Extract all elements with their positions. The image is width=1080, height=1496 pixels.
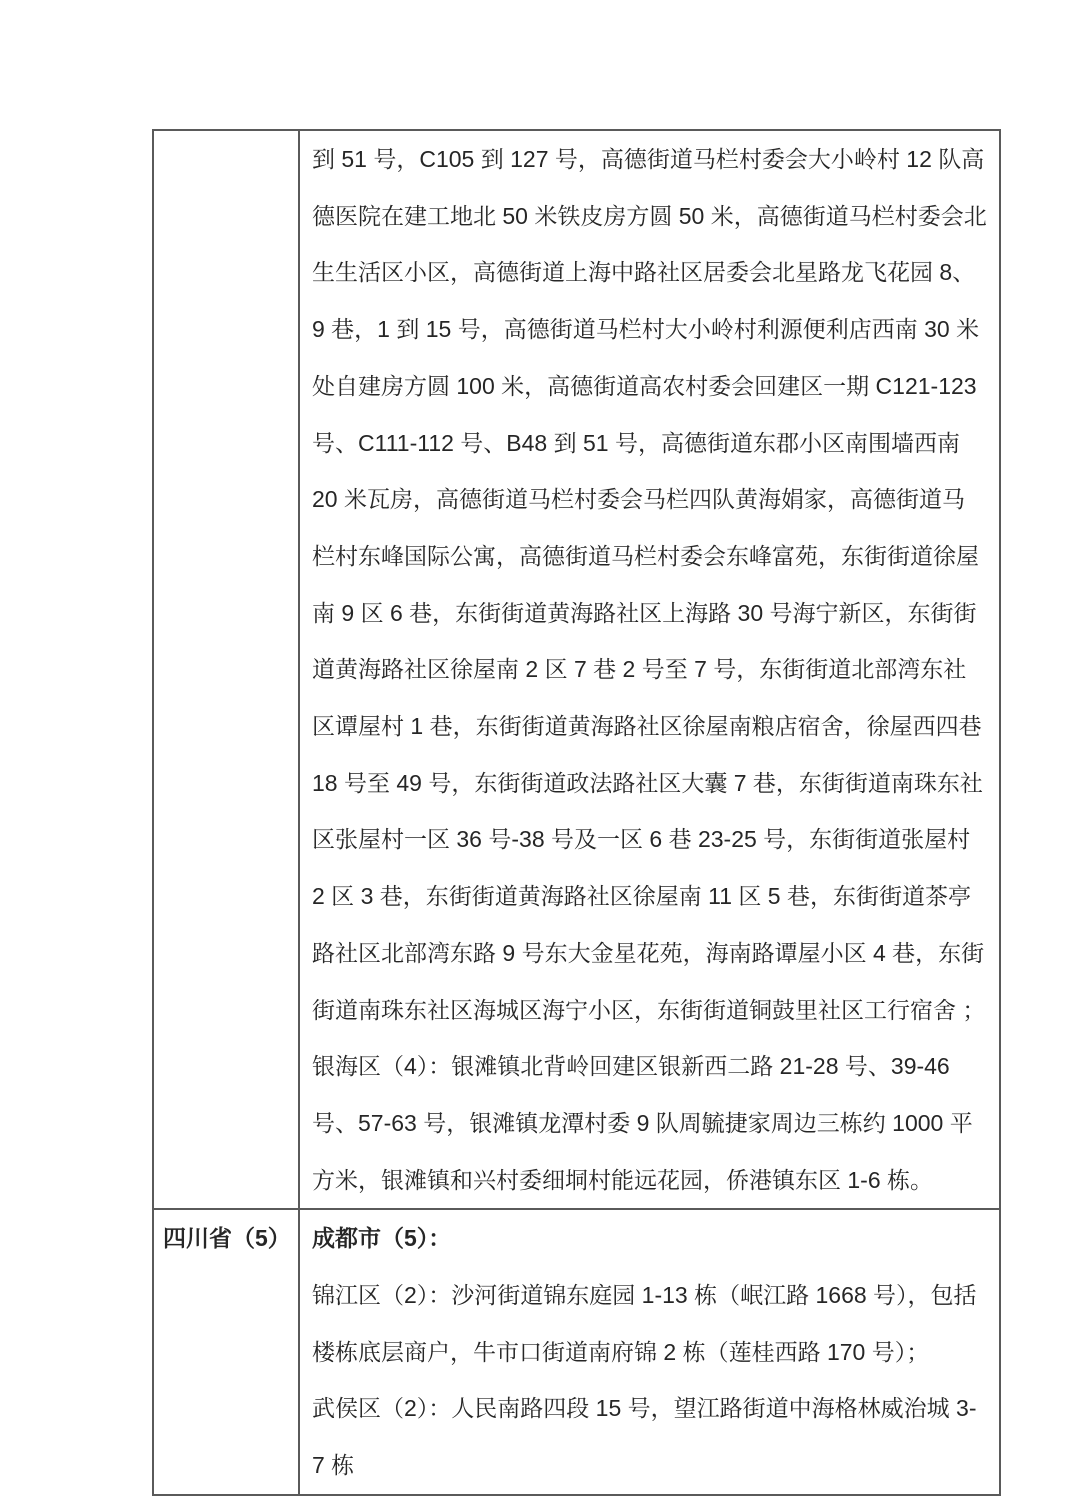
risk-area-table	[152, 129, 1001, 1496]
details-cell	[300, 1210, 999, 1494]
details-cell	[300, 131, 999, 1208]
table-row	[154, 131, 999, 1208]
table-row	[154, 1208, 999, 1494]
province-cell: 四川省（5）	[154, 1210, 300, 1494]
address-paragraph: 锦江区（2）：沙河街道锦东庭园 1-13 栋（岷江路 1668 号），包括楼栋底层商户，牛市口街道南府锦 2 栋（莲桂西路 170 号）；	[312, 1282, 977, 1365]
address-paragraph: 到 51 号，C105 到 127 号，高德街道马栏村委会大小岭村 12 队高德医院在建工地北 50 米铁皮房方圆 50 米，高德街道马栏村委会北生生活区小区，高德街道上海中路社区居委会北星路龙飞花园 8、9 巷，1 到 15 号，高德街道马栏村大小岭村利源便利店西南 30 米处自建房方圆 100 米，高德街道高农村委会回建区一期 C121-123 号、C111-112 号、B48 到 51 号，高德街道东郡小区南围墙西南 20 米瓦房，高德街道马栏村委会马栏四队黄海娟家，高德街道马栏村东峰国际公寓，高德街道马栏村委会东峰富苑，东街街道徐屋南 9 区 6 巷，东街街道黄海路社区上海路 30 号海宁新区，东街街道黄海路社区徐屋南 2 区 7 巷 2 号至 7 号，东街街道北部湾东社区谭屋村 1 巷，东街街道黄海路社区徐屋南粮店宿舍，徐屋西四巷 18 号至 49 号，东街街道政法路社区大囊 7 巷，东街街道南珠东社区张屋村一区 36 号-38 号及一区 6 巷 23-25 号，东街街道张屋村 2 区 3 巷，东街街道黄海路社区徐屋南 11 区 5 巷，东街街道茶亭路社区北部湾东路 9 号东大金星花苑，海南路谭屋小区 4 巷，东街街道南珠东社区海城区海宁小区，东街街道铜鼓里社区工行宿舍 ；	[312, 146, 987, 1023]
province-cell	[154, 131, 300, 1208]
city-heading: 成都市（5）：	[312, 1225, 452, 1252]
address-paragraph: 银海区（4）：银滩镇北背岭回建区银新西二路 21-28 号、39-46 号、57-63 号，银滩镇龙潭村委 9 队周毓捷家周边三栋约 1000 平方米，银滩镇和兴村委细垌村能远花园，侨港镇东区 1-6 栋。	[312, 1053, 973, 1193]
address-paragraph: 武侯区（2）：人民南路四段 15 号，望江路街道中海格林威治城 3-7 栋	[312, 1395, 977, 1479]
